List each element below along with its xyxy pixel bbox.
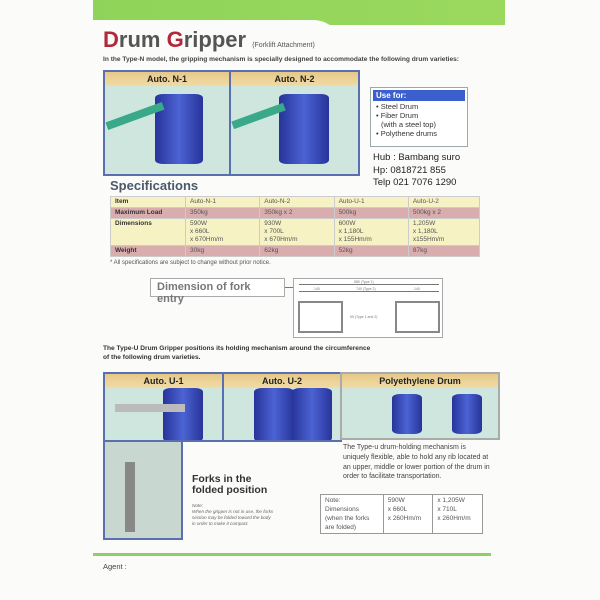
table-cell: 350kg x 2 <box>260 208 334 219</box>
photo-label: Auto. U-1 <box>105 374 222 388</box>
table-cell: Weight <box>111 246 186 257</box>
photo-auto-n2 <box>229 70 360 176</box>
contact-info <box>373 152 460 190</box>
contact-phone: Telp 021 7076 1290 <box>373 177 457 188</box>
intro-line: The Type-U Drum Gripper positions its holding mechanism around the circumference <box>103 345 371 352</box>
table-cell: Auto-U-2 <box>408 197 479 208</box>
fork-entry-heading: Dimension of fork entry <box>150 278 285 297</box>
use-for-item: • Fiber Drum <box>376 111 419 120</box>
title-text: ripper <box>183 27 247 52</box>
dimension-label: 740 (Type 2) <box>356 287 376 291</box>
type-u-description: The Type-u drum-holding mechanism is uniquely flexible, able to hold any rib located at an upper, middle or lower portion of the drum in order to facilitate transportation. <box>343 444 490 481</box>
note-line: When the gripper is not in use, the forks <box>192 509 274 514</box>
spec-footnote: * All specifications are subject to change without prior notice. <box>110 260 271 266</box>
table-cell: Dimensions <box>325 506 359 513</box>
specifications-table <box>110 196 480 257</box>
table-cell: 87kg <box>408 246 479 257</box>
fork-entry-diagram <box>293 278 443 338</box>
table-cell <box>321 495 384 534</box>
table-cell: 930W x 700L x 670Hm/m <box>260 219 334 246</box>
table-row <box>111 197 480 208</box>
table-cell: 590W <box>387 497 405 504</box>
photo-auto-u1 <box>103 372 224 442</box>
table-cell: 600W x 1,180L x 155Hm/m <box>334 219 408 246</box>
dimension-label: 140 <box>314 287 320 291</box>
table-cell: 350kg <box>186 208 260 219</box>
table-cell: Auto-N-2 <box>260 197 334 208</box>
photo-folded-forks <box>103 440 183 540</box>
use-for-item: • Polythene drums <box>376 129 437 138</box>
table-cell: Dimensions <box>111 219 186 246</box>
table-row <box>321 495 483 534</box>
photo-auto-u2 <box>222 372 342 442</box>
table-cell: 500kg <box>334 208 408 219</box>
title-line: Forks in the <box>192 473 252 485</box>
table-cell: x 710L <box>437 506 457 513</box>
title-letter: G <box>166 27 184 52</box>
table-cell: x 260Hm/m <box>387 515 421 522</box>
title-line: folded position <box>192 484 268 496</box>
photo-label: Polyethylene Drum <box>342 374 498 388</box>
table-cell: 500kg x 2 <box>408 208 479 219</box>
table-cell <box>433 495 483 534</box>
title-subtitle: (Forklift Attachment) <box>252 42 315 49</box>
contact-name: Hub : Bambang suro <box>373 152 461 163</box>
table-row <box>111 246 480 257</box>
table-cell: 590W x 660L x 670Hm/m <box>186 219 260 246</box>
footer-divider <box>93 553 491 556</box>
folded-dimensions-table <box>320 494 483 534</box>
table-cell: 1,205W x 1,180L x155Hm/m <box>408 219 479 246</box>
table-cell: x 660L <box>387 506 408 513</box>
table-cell: Auto-N-1 <box>186 197 260 208</box>
intro-line: of the following drum varieties. <box>103 354 201 361</box>
dimension-label: 140 <box>414 287 420 291</box>
photo-polyethylene-drum <box>340 372 500 440</box>
use-for-heading: Use for: <box>373 90 465 101</box>
photo-label: Auto. N-2 <box>231 72 358 86</box>
table-cell <box>383 495 433 534</box>
use-for-item: (with a steel top) <box>381 120 437 129</box>
contact-mobile: Hp: 0818721 855 <box>373 164 446 176</box>
table-cell: Auto-U-1 <box>334 197 408 208</box>
table-cell: (when the forks <box>325 515 370 522</box>
forks-folded-title <box>192 474 267 496</box>
table-cell: x 260Hm/m <box>437 515 471 522</box>
table-cell: 62kg <box>260 246 334 257</box>
note-line: in order to make it compact. <box>192 521 249 526</box>
table-cell: Maximum Load <box>111 208 186 219</box>
photo-label: Auto. N-1 <box>105 72 229 86</box>
title-letter: D <box>103 27 119 52</box>
agent-label: Agent : <box>103 562 127 571</box>
page-title <box>103 27 315 53</box>
type-u-intro <box>103 344 370 362</box>
connector-line <box>285 287 293 288</box>
note-label: Note: <box>192 503 203 508</box>
table-cell: x 1,205W <box>437 497 465 504</box>
table-row <box>111 219 480 246</box>
table-cell: Item <box>111 197 186 208</box>
specifications-heading: Specifications <box>110 178 199 193</box>
use-for-item: • Steel Drum <box>376 102 419 111</box>
table-row <box>111 208 480 219</box>
forks-note <box>192 503 273 527</box>
intro-text: In the Type-N model, the gripping mechanism is specially designed to accommodate the following drum varieties: <box>103 56 460 63</box>
table-cell: 30kg <box>186 246 260 257</box>
table-cell: 52kg <box>334 246 408 257</box>
photo-label: Auto. U-2 <box>224 374 340 388</box>
title-text: rum <box>118 27 167 52</box>
note-line: section may be folded toward the body <box>192 515 271 520</box>
table-cell: Note: <box>325 497 341 504</box>
table-cell: are folded) <box>325 524 357 531</box>
use-for-box <box>370 87 468 147</box>
photo-auto-n1 <box>103 70 231 176</box>
dimension-label: 55 (Type 1 and 2) <box>350 315 378 319</box>
dimension-label: 580 (Type 1) <box>354 280 374 284</box>
